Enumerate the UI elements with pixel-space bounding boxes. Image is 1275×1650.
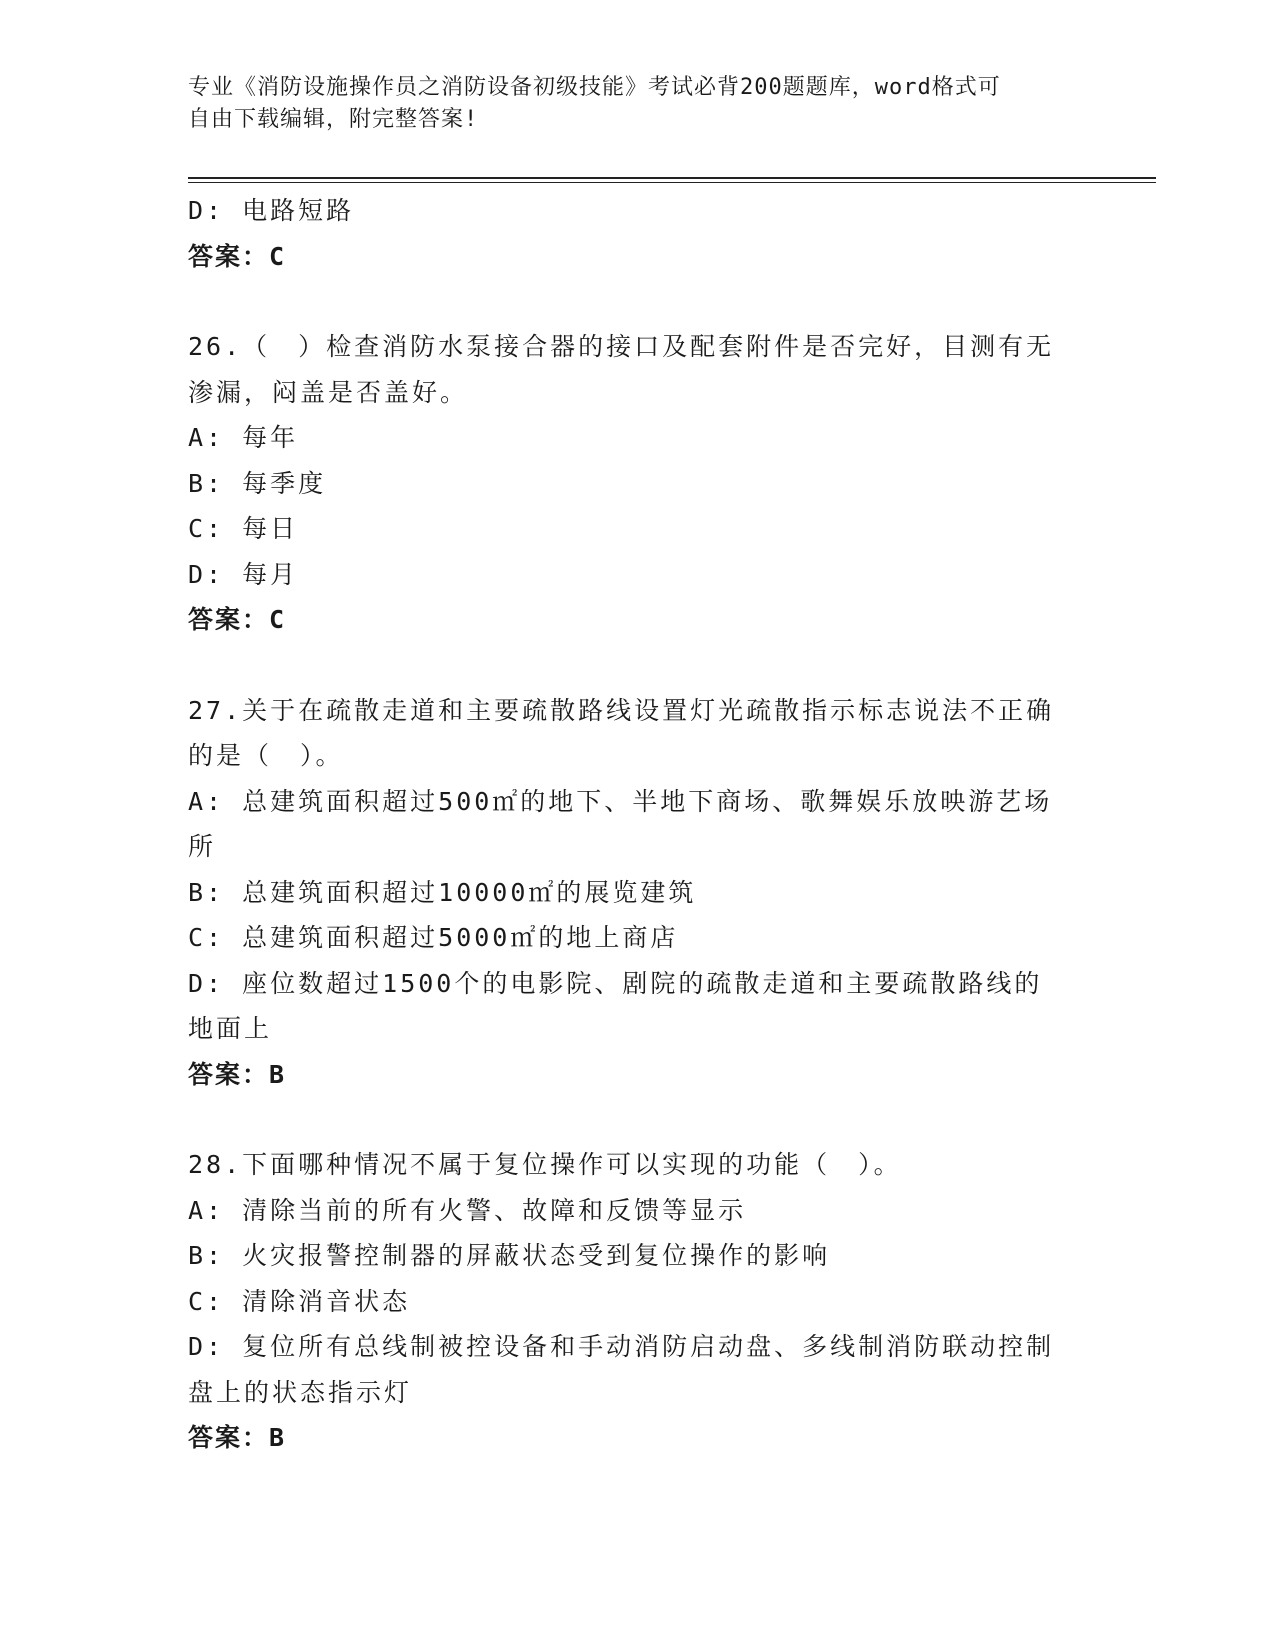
header-line-2: 自由下载编辑，附完整答案! xyxy=(188,107,479,132)
option-b: B: 总建筑面积超过10000㎡的展览建筑 xyxy=(188,877,697,907)
option-d: D: 座位数超过1500个的电影院、剧院的疏散走道和主要疏散路线的 xyxy=(188,968,1043,998)
option-a: A: 清除当前的所有火警、故障和反馈等显示 xyxy=(188,1195,747,1225)
option-a-continued: 所 xyxy=(188,832,217,861)
option-c: C: 总建筑面积超过5000㎡的地上商店 xyxy=(188,923,679,952)
question-spacer xyxy=(188,1097,1088,1142)
option-d: D: 复位所有总线制被控设备和手动消防启动盘、多线制消防联动控制 xyxy=(188,1332,1055,1361)
question-stem: 27.关于在疏散走道和主要疏散路线设置灯光疏散指示标志说法不正确 xyxy=(188,695,1055,725)
answer-line: 答案：B xyxy=(188,1059,287,1089)
option-d: D: 电路短路 xyxy=(188,196,355,225)
answer-line: 答案：C xyxy=(188,241,287,271)
question-list xyxy=(188,188,1088,1461)
question-26 xyxy=(188,324,1088,643)
question-28 xyxy=(188,1142,1088,1461)
option-a: A: 每年 xyxy=(188,423,299,452)
option-d: D: 每月 xyxy=(188,559,299,589)
option-c: C: 清除消音状态 xyxy=(188,1286,411,1316)
option-c: C: 每日 xyxy=(188,514,299,543)
option-a: A: 总建筑面积超过500㎡的地下、半地下商场、歌舞娱乐放映游艺场 xyxy=(188,786,1053,816)
answer-line: 答案：C xyxy=(188,605,287,634)
header-rule-thin xyxy=(188,182,1156,183)
question-stem-continued: 的是（ ）。 xyxy=(188,741,344,770)
header-rule-thick xyxy=(188,177,1156,179)
page-header xyxy=(188,72,1068,136)
option-d-continued: 盘上的状态指示灯 xyxy=(188,1377,413,1407)
question-stem-continued: 渗漏，闷盖是否盖好。 xyxy=(188,377,469,407)
question-stem: 26.（ ）检查消防水泵接合器的接口及配套附件是否完好，目测有无 xyxy=(188,332,1055,361)
header-line-1: 专业《消防设施操作员之消防设备初级技能》考试必背200题题库，word格式可 xyxy=(188,75,1001,100)
question-stem: 28.下面哪种情况不属于复位操作可以实现的功能（ ）。 xyxy=(188,1150,902,1179)
previous-question-tail xyxy=(188,188,1088,279)
option-b: B: 火灾报警控制器的屏蔽状态受到复位操作的影响 xyxy=(188,1241,831,1270)
option-d-continued: 地面上 xyxy=(188,1014,273,1043)
answer-line: 答案：B xyxy=(188,1423,287,1452)
option-b: B: 每季度 xyxy=(188,468,327,498)
question-spacer xyxy=(188,279,1088,324)
question-27 xyxy=(188,688,1088,1098)
question-spacer xyxy=(188,643,1088,688)
